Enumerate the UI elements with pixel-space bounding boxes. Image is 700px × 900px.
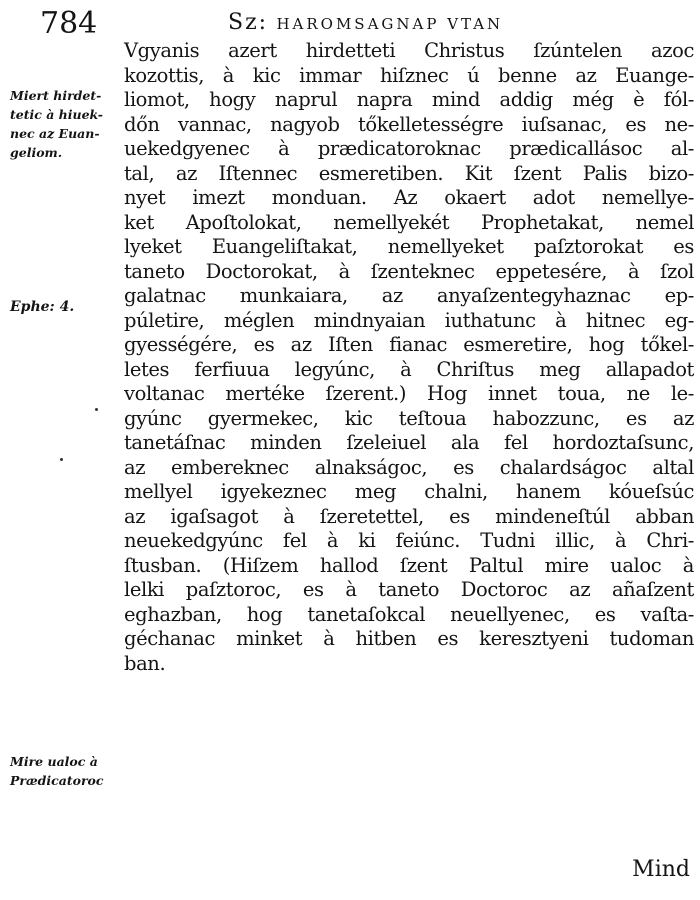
body-line: kozottis, à kic immar hiſznec ú benne az Euange-: [124, 63, 694, 87]
body-line: ket Apoſtolokat, nemellyekét Prophetakat, nemel: [124, 210, 694, 234]
margin-note-mire: [10, 752, 122, 790]
body-line: neuekedgyúnc fel à ki feiúnc. Tudni illic, à Chri-: [124, 529, 694, 552]
margin-note-line: geliom.: [10, 145, 63, 160]
body-line: ſtusban. (Hiſzem hallod ſzent Paltul mire ualoc à: [124, 553, 694, 577]
body-line: liomot, hogy naprul napra mind addig még è fól-: [124, 88, 694, 111]
body-line: az igaſsagot à ſzeretettel, es mindeneſtúl abban: [124, 504, 694, 528]
margin-note-ephe: [10, 298, 122, 317]
body-line: tanetáſnac minden ſzeleiuel ala fel hordoztaſsunc,: [124, 431, 694, 454]
body-line: nyet imezt monduan. Az okaert adot nemellye-: [124, 186, 694, 209]
running-head-title: HAROMSAGNAP VTAN: [276, 15, 504, 33]
body-line: taneto Doctorokat, à ſzenteknec eppetesére, à ſzol: [124, 259, 694, 283]
running-head-prefix: Sz:: [228, 10, 269, 35]
body-line: letes ferfiuua legyúnc, à Chriſtus meg allapadot: [124, 357, 694, 381]
ink-speck: [95, 408, 98, 411]
margin-note-miert: [10, 86, 122, 162]
body-line: géchanac minket à hitben es keresztyeni tudoman: [124, 627, 694, 650]
body-line: gyességére, es az Iſten fianac esmeretire, hog tőkel-: [124, 333, 694, 356]
body-line: eghazban, hog tanetaſokcal neuellyenec, es vaſta-: [124, 602, 694, 626]
catchword: Mind: [632, 857, 690, 882]
body-line: ban.: [124, 651, 166, 675]
ink-speck: [60, 458, 63, 461]
body-line: lelki paſztoroc, es à taneto Doctoroc az añaſzent: [124, 578, 694, 601]
body-line: gyúnc gyermekec, kic teſtoua habozzunc, es az: [124, 406, 694, 430]
body-line: tal, az Iſtennec esmeretiben. Kit ſzent Palis bizo-: [124, 161, 694, 185]
body-line: mellyel igyekeznec meg chalni, hanem kóueſsúc: [124, 480, 694, 503]
body-line: az embereknec alnakságoc, es chalardságoc altal: [124, 455, 694, 479]
body-line: lyeket Euangeliſtakat, nemellyeket paſztorokat es: [124, 235, 694, 258]
margin-note-line: Ephe: 4.: [10, 299, 75, 315]
body-text: [124, 39, 694, 676]
running-head: [228, 10, 503, 35]
margin-note-line: Miert hirdet-: [10, 88, 102, 103]
body-line: galatnac munkaiara, az anyaſzentegyhaznac ep-: [124, 284, 694, 307]
margin-note-line: Mire ualoc à: [10, 754, 98, 769]
body-line: uekedgyenec à prædicatoroknac prædicallásoc al-: [124, 137, 694, 160]
margin-note-line: nec az Euan-: [10, 126, 100, 141]
page-number: 784: [40, 6, 98, 41]
margin-note-line: Prædicatoroc: [10, 773, 104, 788]
body-line: voltanac mertéke ſzerent.) Hog innet toua, ne le-: [124, 382, 694, 405]
body-line: púletire, méglen mindnyaian iuthatunc à hitnec eg-: [124, 308, 694, 332]
body-line: dőn vannac, nagyob tőkelletességre iuſsanac, es ne-: [124, 112, 694, 136]
margin-note-line: tetic à hiuek-: [10, 107, 103, 122]
body-line: Vgyanis azert hirdetteti Christus ſzúntelen azoc: [124, 39, 694, 62]
